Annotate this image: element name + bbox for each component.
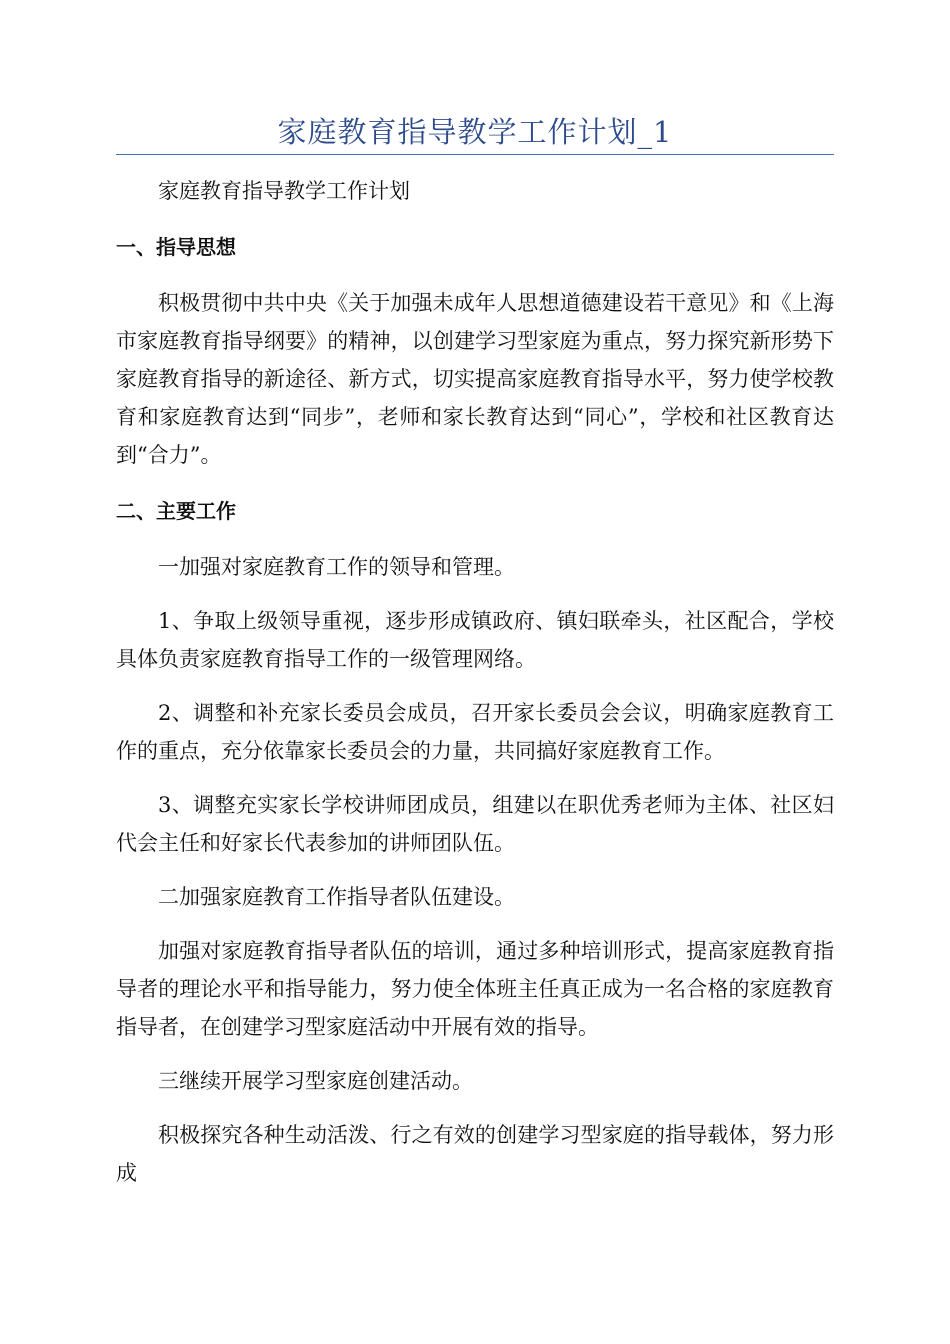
subheading-leadership: 一加强对家庭教育工作的领导和管理。 (158, 555, 515, 579)
document-body (116, 172, 834, 1192)
title-underline (116, 154, 834, 155)
paragraph-team-building: 加强对家庭教育指导者队伍的培训，通过多种培训形式，提高家庭教育指导者的理论水平和指导能力，努力使全体班主任真正成为一名合格的家庭教育指导者，在创建学习型家庭活动中开展有效的指导。 (116, 939, 834, 1039)
document-title: 家庭教育指导教学工作计划_1 (277, 115, 673, 149)
paragraph-point-1: 1、争取上级领导重视，逐步形成镇政府、镇妇联牵头，社区配合，学校具体负责家庭教育指导工作的一级管理网络。 (116, 609, 834, 671)
paragraph-learning-family: 积极探究各种生动活泼、行之有效的创建学习型家庭的指导载体，努力形成 (116, 1123, 834, 1185)
document-subtitle: 家庭教育指导教学工作计划 (158, 179, 410, 203)
section-heading-guiding-thought: 一、指导思想 (116, 235, 236, 259)
section-heading-main-work: 二、主要工作 (116, 499, 236, 523)
subheading-team-building: 二加强家庭教育工作指导者队伍建设。 (158, 885, 515, 909)
paragraph-point-3: 3、调整充实家长学校讲师团成员，组建以在职优秀老师为主体、社区妇代会主任和好家长代表参加的讲师团队伍。 (116, 793, 834, 855)
paragraph-guiding-thought: 积极贯彻中共中央《关于加强未成年人思想道德建设若干意见》和《上海市家庭教育指导纲要》的精神，以创建学习型家庭为重点，努力探究新形势下家庭教育指导的新途径、新方式，切实提高家庭教育指导水平，努力使学校教育和家庭教育达到“同步”，老师和家长教育达到“同心”，学校和社区教育达到“合力”。 (116, 291, 834, 467)
paragraph-point-2: 2、调整和补充家长委员会成员，召开家长委员会会议，明确家庭教育工作的重点，充分依靠家长委员会的力量，共同搞好家庭教育工作。 (116, 701, 834, 763)
subheading-learning-family: 三继续开展学习型家庭创建活动。 (158, 1069, 473, 1093)
